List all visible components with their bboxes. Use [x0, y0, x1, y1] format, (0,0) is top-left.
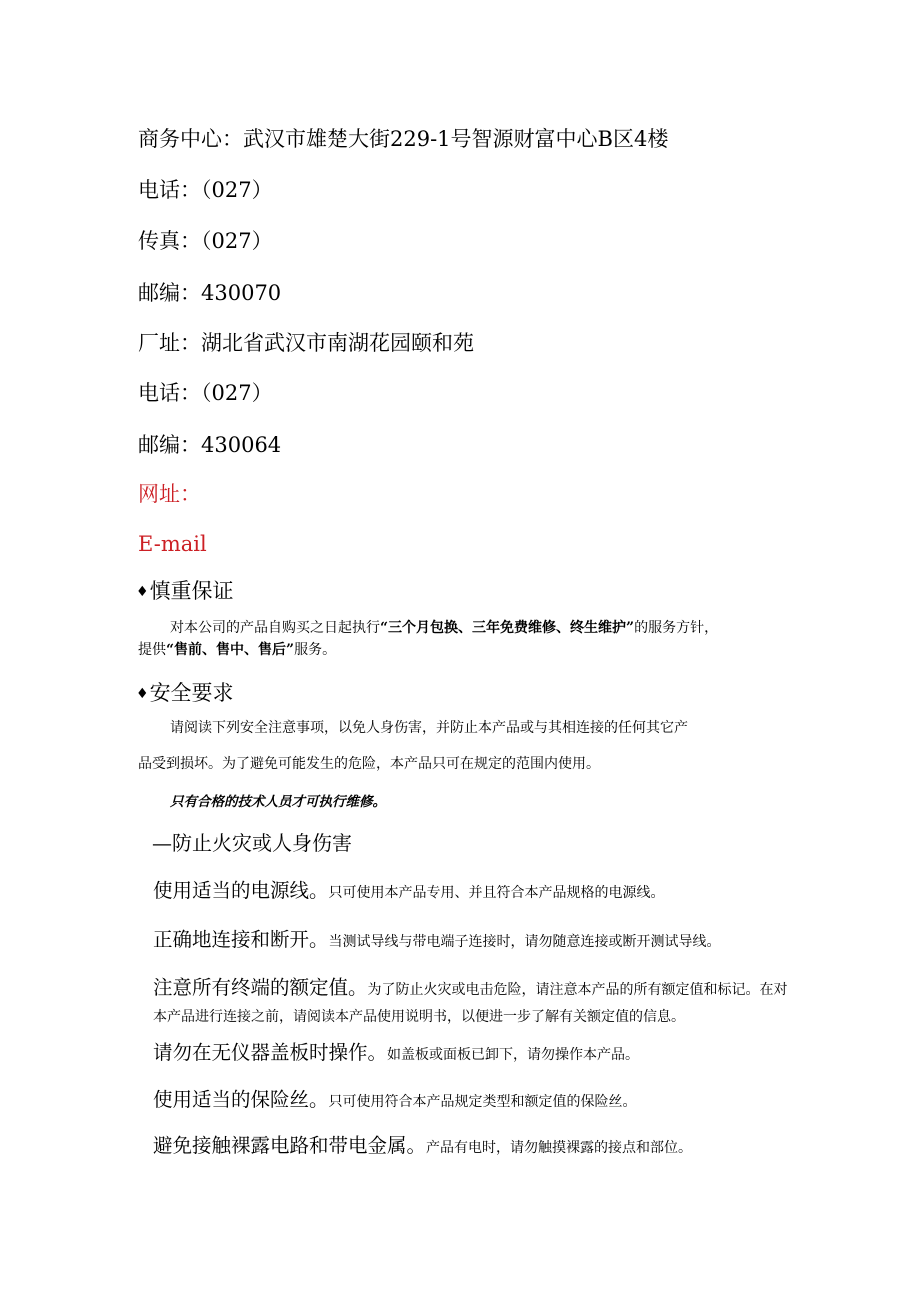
safety-item-desc: 只可使用符合本产品规定类型和额定值的保险丝。	[328, 1094, 637, 1110]
factory-address: 厂址：湖北省武汉市南湖花园颐和苑	[138, 331, 474, 355]
safety-heading	[136, 680, 234, 707]
safety-item-title: 注意所有终端的额定值。	[153, 976, 368, 999]
safety-intro-line-2: 品受到损坏。为了避免可能发生的危险，本产品只可在规定的范围内使用。	[138, 756, 600, 772]
email-label: E-mail	[138, 532, 207, 556]
safety-item-title: 避免接触裸露电路和带电金属。	[153, 1134, 427, 1157]
safety-item	[153, 1041, 639, 1067]
guarantee-text-end: 的服务方针，	[634, 620, 719, 636]
safety-item-desc: 只可使用本产品专用、并且符合本产品规格的电源线。	[328, 885, 665, 901]
safety-item	[153, 1088, 637, 1114]
guarantee-title: 慎重保证	[149, 579, 234, 603]
guarantee-service: “售前、售中、售后”	[166, 642, 295, 658]
guarantee-policy: “三个月包换、三年免费维修、终生维护”	[380, 620, 635, 636]
safety-item-title: 使用适当的电源线。	[153, 879, 329, 902]
diamond-bullet-icon: ♦	[136, 686, 149, 702]
guarantee-text: 提供	[138, 642, 166, 658]
safety-item-desc: 为了防止火灾或电击危险，请注意本产品的所有额定值和标记。在对本产品进行连接之前，请阅读本产品使用说明书，以便进一步了解有关额定值的信息。	[153, 982, 788, 1025]
safety-item	[153, 928, 721, 954]
safety-item-title: 使用适当的保险丝。	[153, 1088, 329, 1111]
safety-item	[153, 975, 793, 1030]
diamond-bullet-icon: ♦	[136, 584, 149, 600]
postcode-2: 邮编：430064	[138, 433, 282, 457]
fire-injury-heading: —防止火灾或人身伤害	[152, 831, 352, 855]
guarantee-heading	[136, 578, 234, 605]
phone-number-1: 电话：（027）	[138, 178, 273, 202]
guarantee-text-end: 服务。	[294, 642, 337, 658]
website-label: 网址：	[138, 482, 201, 506]
guarantee-line-1	[170, 619, 718, 637]
guarantee-text: 对本公司的产品自购买之日起执行	[170, 620, 380, 636]
safety-item	[153, 1134, 692, 1160]
safety-item-desc: 如盖板或面板已卸下，请勿操作本产品。	[387, 1047, 640, 1063]
qualified-personnel-note: 只有合格的技术人员才可执行维修。	[170, 794, 386, 810]
postcode-1: 邮编：430070	[138, 281, 282, 305]
safety-item-title: 正确地连接和断开。	[153, 928, 329, 951]
safety-item	[153, 879, 665, 905]
fax-number: 传真：（027）	[138, 229, 273, 253]
safety-item-desc: 产品有电时，请勿触摸裸露的接点和部位。	[426, 1140, 693, 1156]
guarantee-line-2	[138, 641, 336, 659]
safety-item-title: 请勿在无仪器盖板时操作。	[153, 1041, 388, 1064]
business-center-address: 商务中心：武汉市雄楚大街229-1号智源财富中心B区4楼	[138, 127, 669, 151]
safety-title: 安全要求	[149, 681, 234, 705]
safety-intro-line-1: 请阅读下列安全注意事项，以免人身伤害，并防止本产品或与其相连接的任何其它产	[170, 720, 688, 736]
safety-item-desc: 当测试导线与带电端子连接时，请勿随意连接或断开测试导线。	[328, 934, 721, 950]
phone-number-2: 电话：（027）	[138, 381, 273, 405]
